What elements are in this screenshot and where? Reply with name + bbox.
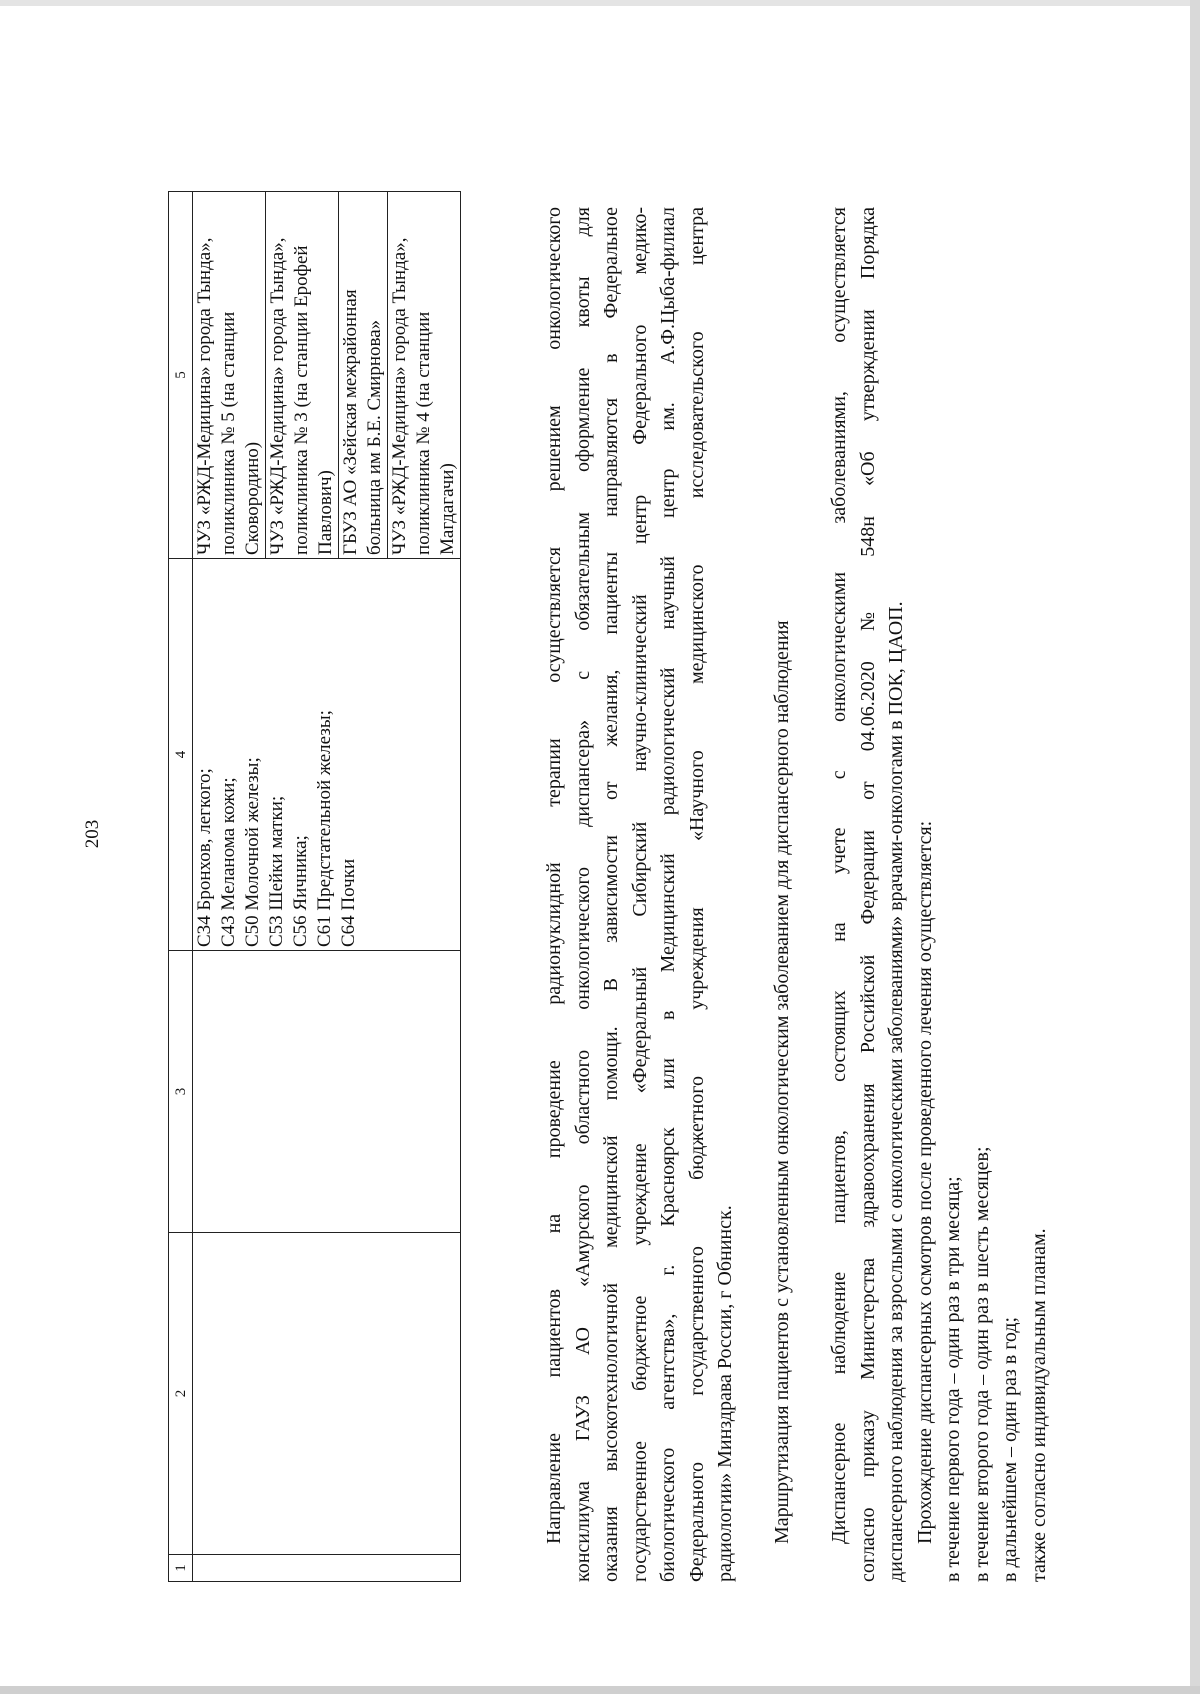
diagnosis-codes-cell — [193, 559, 461, 951]
spacer — [797, 207, 826, 1582]
examination-intro: Прохождение диспансерных осмотров после проведенного лечения осуществляется: — [913, 820, 936, 1544]
routing-table — [168, 191, 461, 1582]
institution-line: Сковородино) — [242, 441, 263, 555]
diagnosis-code: C53 Шейки матки; — [266, 795, 287, 947]
institution-line: поликлиника № 3 (на станции Ерофей — [291, 245, 312, 555]
spacer — [740, 207, 769, 1582]
table-row — [193, 192, 461, 1582]
table-cell-col2 — [193, 1233, 461, 1555]
paragraph-line: радиологии» Минздрава России, г Обнинск. — [714, 1205, 736, 1582]
diagnosis-code: C61 Предстательной железы; — [314, 710, 335, 947]
institution-entry — [266, 192, 339, 558]
diagnosis-code: C34 Бронхов, легкого; — [194, 768, 215, 947]
diagnosis-code: C56 Яичника; — [290, 835, 311, 947]
paragraph-line: Федерального государственного бюджетного учреждения «Научного медицинского исследовательского центра — [685, 207, 708, 1582]
table-cell-col1 — [193, 1555, 461, 1582]
paragraph-line: Диспансерное наблюдение пациентов, состоящих на учете с онкологическими заболеваниями, осуществляется — [828, 207, 850, 1544]
institution-entry — [388, 192, 460, 558]
list-item: в течение второго года – один раз в шесть месяцев; — [970, 1146, 993, 1582]
institutions-cell — [193, 192, 461, 559]
institution-line: Магдагачи) — [437, 463, 458, 555]
institution-line: ЧУЗ «РЖД-Медицина» города Тында», — [194, 237, 215, 555]
institution-entry — [339, 192, 388, 558]
diagnosis-code: C50 Молочной железы; — [242, 757, 263, 947]
dispensary-paragraph — [825, 207, 911, 1582]
paragraph-line: согласно приказу Министерства здравоохранения Российской Федерации от 04.06.2020 № 548н «Об утверждении Порядка — [856, 207, 879, 1582]
institution-line: Павлович) — [315, 470, 336, 555]
section-heading: Маршрутизация пациентов с установленным онкологическим заболеванием для диспансерного наблюдения — [771, 620, 793, 1544]
institution-line: ГБУЗ АО «Зейская межрайонная — [340, 289, 361, 555]
column-header-3: 3 — [169, 951, 193, 1233]
institution-line: больница им Б.Е. Смирнова» — [364, 319, 385, 555]
paragraph-line: диспансерного наблюдения за взрослыми с онкологическими заболеваниями» врачами-онкологами в ПОК, ЦАОП. — [885, 601, 907, 1582]
body-text — [540, 207, 1053, 1582]
institution-entry — [193, 192, 266, 558]
page-number: 203 — [82, 819, 103, 849]
diagnosis-code: C64 Почки — [338, 858, 359, 947]
paragraph-line: Направление пациентов на проведение радионуклидной терапии осуществляется решением онкологического — [543, 207, 565, 1544]
diagnosis-code: C43 Меланома кожи; — [218, 777, 239, 947]
column-header-4: 4 — [169, 559, 193, 951]
column-header-5: 5 — [169, 192, 193, 559]
institution-line: ЧУЗ «РЖД-Медицина» города Тында», — [389, 237, 410, 555]
paragraph-line: консилиума ГАУЗ АО «Амурского областного онкологического диспансера» с обязательным оформление квоты для — [571, 207, 594, 1582]
radionuclide-therapy-paragraph — [540, 207, 740, 1582]
paragraph-line: биологического агентства», г. Красноярск или в Медицинский радиологический научный центр им. А.Ф.Цыба-филиал — [657, 207, 679, 1582]
column-header-2: 2 — [169, 1233, 193, 1555]
paragraph-line: государственное бюджетное учреждение «Федеральный Сибирский научно-клинический центр Федерального медико- — [628, 207, 651, 1582]
list-item: в дальнейшем – один раз в год; — [999, 1316, 1021, 1582]
table-header-row — [169, 192, 193, 1582]
list-item: также согласно индивидуальным планам. — [1027, 1228, 1050, 1582]
institution-line: ЧУЗ «РЖД-Медицина» города Тында», — [267, 237, 288, 555]
table-cell-col3 — [193, 951, 461, 1233]
institution-line: поликлиника № 4 (на станции — [413, 311, 434, 555]
paragraph-line: оказания высокотехнологичной медицинской помощи. В зависимости от желания, пациенты направляются в Федеральное — [600, 207, 622, 1582]
column-header-1: 1 — [169, 1555, 193, 1582]
institution-line: поликлиника № 5 (на станции — [218, 311, 239, 555]
list-item: в течение первого года – один раз в три месяца; — [942, 1176, 964, 1582]
examination-schedule-list — [939, 207, 1053, 1582]
